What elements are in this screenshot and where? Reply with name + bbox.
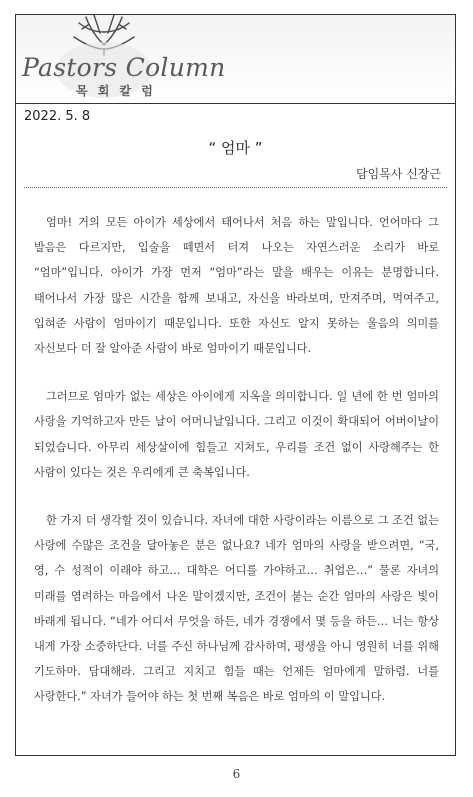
column-subtitle: 목 회 칼 럼 (76, 84, 156, 98)
paragraph: 엄마! 거의 모든 아이가 세상에서 태어나서 처음 하는 말입니다. 언어마다 그 발음은 다르지만, 입술을 떼면서 터져 나오는 자연스러운 소리가 바로 “엄마”입니다. 아이가 가장 먼저 “엄마”라는 말을 배우는 이유는 분명합니다. 태어나서 가장 많은 시간을 함께 보내고, 자신을 바라보며, 만져주며, 먹여주고, 입혀준 사람이 엄마이기 때문입니다. 또한 자신도 알지 못하는 울음의 의미를 자신보다 더 잘 알아준 사람이 바로 엄마이기 때문입니다. (34, 216, 439, 356)
page-frame (15, 14, 456, 756)
column-date: 2022. 5. 8 (24, 109, 91, 124)
dotted-divider (24, 187, 447, 188)
page-number: 6 (232, 767, 241, 781)
column-author: 담임목사 신장근 (356, 167, 441, 181)
column-brand: Pastors Column (22, 53, 226, 82)
column-title: “ 엄마 ” (208, 139, 263, 157)
column-header (16, 15, 455, 104)
paragraph: 그러므로 엄마가 없는 세상은 아이에게 지옥을 의미합니다. 일 년에 한 번 엄마의 사랑을 기억하고자 만든 날이 어머니날입니다. 그리고 이것이 확대되어 어버이날이 되었습니다. 아무리 세상살이에 힘들고 지쳐도, 우리를 조건 없이 사랑해주는 한 사람이 있다는 것은 우리에게 큰 축복입니다. (34, 390, 439, 479)
paragraph: 한 가지 더 생각할 것이 있습니다. 자녀에 대한 사랑이라는 이름으로 그 조건 없는 사랑에 수많은 조건을 달아놓은 분은 없나요? 네가 엄마의 사랑을 받으려면, “국, 영, 수 성적이 이래야 하고… 대학은 어디를 가야하고… 취업은…” 물론 자녀의 미래를 염려하는 마음에서 나온 말이겠지만, 조건이 붙는 순간 엄마의 사랑은 빛이 바래게 됩니다. “네가 어디서 무엇을 하든, 네가 경쟁에서 몇 등을 하든… 너는 항상 내게 가장 소중하단다. 너를 주신 하나님께 감사하며, 평생을 아니 영원히 너를 위해 기도하마. 담대해라. 그리고 지치고 힘들 때는 언제든 엄마에게 말하렴. 너를 사랑한다.” 자녀가 들어야 하는 첫 번째 복음은 바로 엄마의 이 말입니다. (34, 514, 439, 704)
column-body (34, 210, 439, 733)
